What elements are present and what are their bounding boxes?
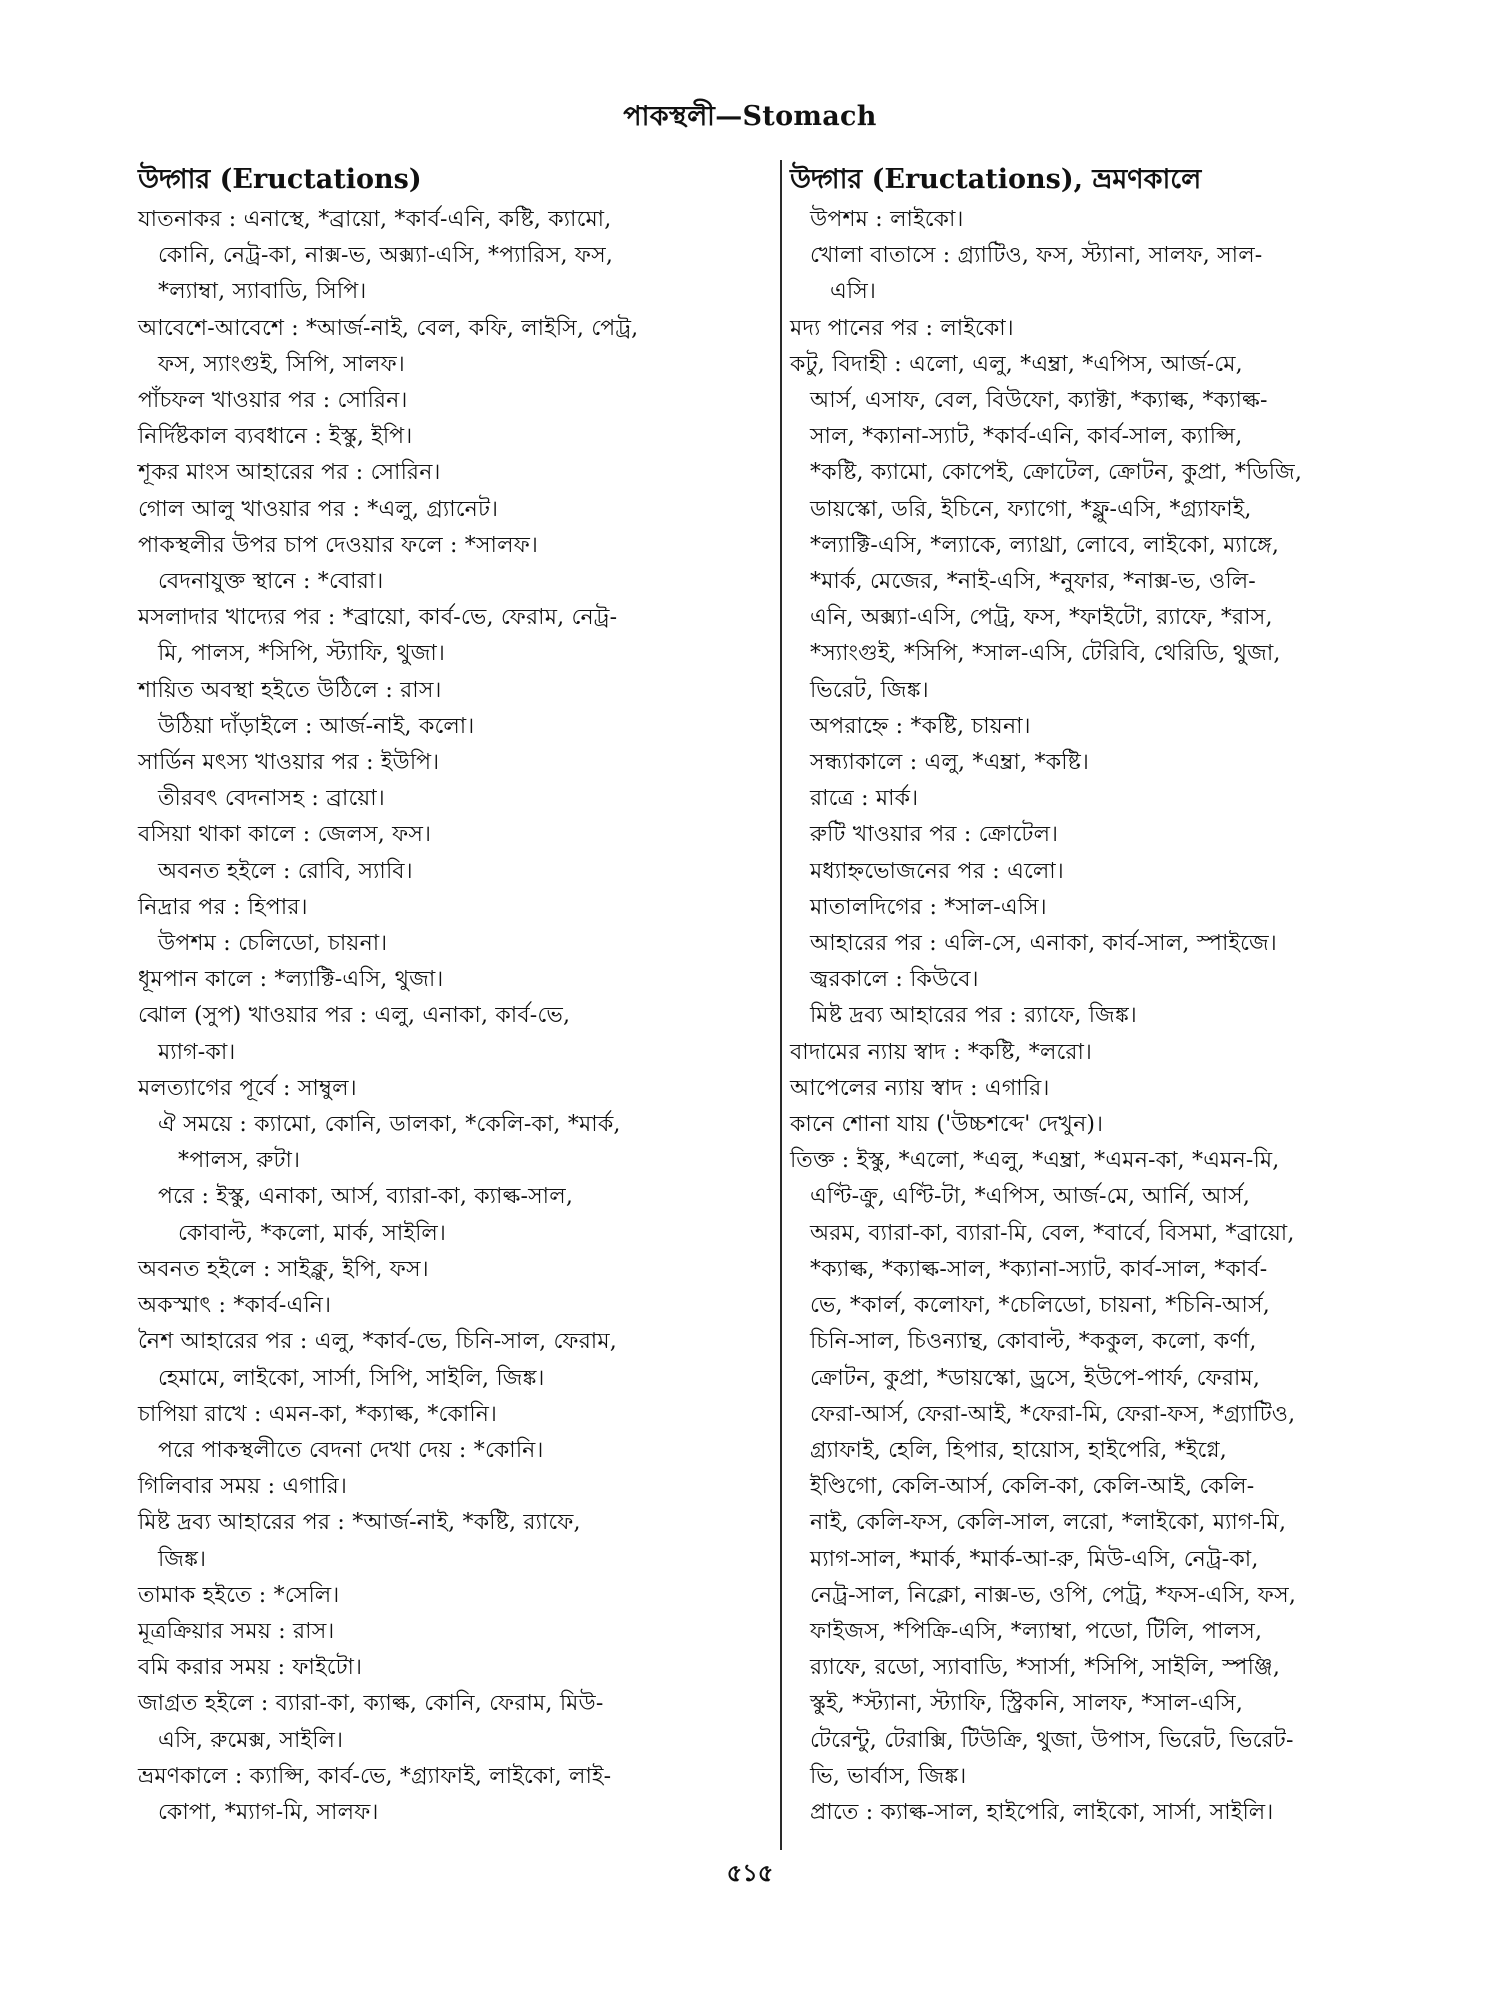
rubric-entry: বসিয়া থাকা কালে : জেলস, ফস। (138, 822, 432, 848)
rubric-entry: জ্বরকালে : কিউবে। (810, 967, 979, 993)
rubric-entry: পাকস্থলীর উপর চাপ দেওয়ার ফলে : *সালফ। (138, 532, 539, 558)
rubric-entry: তীরবৎ বেদনাসহ : ব্রায়ো। (158, 786, 385, 812)
rubric-entry: ঝোল (সুপ) খাওয়ার পর : এলু, এনাকা, কার্ব-ভে, ম্যাগ-কা। (138, 1003, 571, 1065)
rubric-entry: বাদামের ন্যায় স্বাদ : *কষ্টি, *লরো। (790, 1039, 1093, 1065)
left-column (138, 158, 758, 1831)
rubric-entry: বমি করার সময় : ফাইটো। (138, 1655, 363, 1681)
rubric-entry: গিলিবার সময় : এগারি। (138, 1474, 348, 1500)
rubric-entry: সন্ধ্যাকালে : এলু, *এম্ব্রা, *কষ্টি। (810, 750, 1090, 776)
rubric-entry: আপেলের ন্যায় স্বাদ : এগারি। (790, 1075, 1050, 1101)
right-entries (790, 202, 1430, 1831)
rubric-entry: সার্ডিন মৎস্য খাওয়ার পর : ইউপি। (138, 750, 440, 776)
rubric-entry: আহারের পর : এলি-সে, এনাকা, কার্ব-সাল, স্পাইজে। (810, 931, 1277, 957)
rubric-entry: ঐ সময়ে : ক্যামো, কোনি, ডালকা, *কেলি-কা, *মার্ক, *পালস, রুটা। (158, 1112, 621, 1174)
rubric-entry: নির্দিষ্টকাল ব্যবধানে : ইস্কু, ইপি। (138, 424, 413, 450)
rubric-entry: পরে : ইস্কু, এনাকা, আর্স, ব্যারা-কা, ক্যাল্ক-সাল, কোবাল্ট, *কলো, মার্ক, সাইলি। (158, 1184, 574, 1246)
rubric-entry: যাতনাকর : এনাস্থে, *ব্রায়ো, *কার্ব-এনি, কষ্টি, ক্যামো, কোনি, নেট্র-কা, নাক্স-ভ, অক্স্যা-এসি, *প্যারিস, ফস, *ল্যাম্বা, স্যাবাডি, সিপি। (138, 207, 614, 305)
rubric-entry: উঠিয়া দাঁড়াইলে : আর্জ-নাই, কলো। (158, 713, 475, 739)
rubric-entry: মধ্যাহ্নভোজনের পর : এলো। (810, 858, 1064, 884)
rubric-entry: নিদ্রার পর : হিপার। (138, 894, 308, 920)
rubric-entry: মসলাদার খাদ্যের পর : *ব্রায়ো, কার্ব-ভে, ফেরাম, নেট্র- মি, পালস, *সিপি, স্ট্যাফি, থুজা। (138, 605, 618, 667)
rubric-entry: মিষ্ট দ্রব্য আহারের পর : র‍্যাফে, জিঙ্ক। (810, 1003, 1137, 1029)
rubric-entry: উপশম : চেলিডো, চায়না। (158, 931, 388, 957)
left-column-heading: উদ্গার (Eructations) (138, 164, 422, 195)
rubric-entry: মূত্রক্রিয়ার সময় : রাস। (138, 1618, 335, 1644)
rubric-entry: মাতালদিগের : *সাল-এসি। (810, 894, 1047, 920)
column-divider (780, 160, 782, 1850)
rubric-entry: খোলা বাতাসে : গ্র্যাটিও, ফস, স্ট্যানা, সালফ, সাল- এসি। (810, 243, 1263, 305)
rubric-entry: রুটি খাওয়ার পর : ক্রোটেল। (810, 822, 1059, 848)
rubric-entry: রাত্রে : মার্ক। (810, 786, 919, 812)
page-number: ৫১৫ (726, 1858, 774, 1887)
rubric-entry: তামাক হইতে : *সেলি। (138, 1582, 340, 1608)
rubric-entry: বেদনাযুক্ত স্থানে : *বোরা। (158, 569, 384, 595)
rubric-entry: অবনত হইলে : রোবি, স্যাবি। (158, 858, 413, 884)
rubric-entry: গোল আলু খাওয়ার পর : *এলু, গ্র্যানেট। (138, 496, 499, 522)
rubric-entry: অবনত হইলে : সাইক্লু, ইপি, ফস। (138, 1256, 429, 1282)
rubric-entry: অপরাহ্নে : *কষ্টি, চায়না। (810, 713, 1031, 739)
rubric-entry: ধূমপান কালে : *ল্যাক্টি-এসি, থুজা। (138, 967, 444, 993)
rubric-entry: অকস্মাৎ : *কার্ব-এনি। (138, 1293, 332, 1319)
rubric-entry: শায়িত অবস্থা হইতে উঠিলে : রাস। (138, 677, 442, 703)
rubric-entry: জাগ্রত হইলে : ব্যারা-কা, ক্যাল্ক, কোনি, ফেরাম, মিউ- এসি, রুমেক্স, সাইলি। (138, 1691, 604, 1753)
rubric-entry: মিষ্ট দ্রব্য আহারের পর : *আর্জ-নাই, *কষ্টি, র‍্যাফে, জিঙ্ক। (138, 1510, 581, 1572)
right-column (790, 158, 1430, 1831)
rubric-entry: আবেশে-আবেশে : *আর্জ-নাই, বেল, কফি, লাইসি, পেট্র, ফস, স্যাংগুই, সিপি, সালফ। (138, 315, 639, 377)
rubric-entry: ভ্রমণকালে : ক্যাপ্সি, কার্ব-ভে, *গ্র্যাফাই, লাইকো, লাই- কোপা, *ম্যাগ-মি, সালফ। (138, 1763, 612, 1825)
rubric-entry: মলত্যাগের পূর্বে : সাম্বুল। (138, 1075, 357, 1101)
rubric-entry: পাঁচফল খাওয়ার পর : সোরিন। (138, 388, 408, 414)
rubric-entry: কটু, বিদাহী : এলো, এলু, *এম্ব্রা, *এপিস, আর্জ-মে, আর্স, এসাফ, বেল, বিউফো, ক্যাক্টা, *ক্যাল্ক, *ক্যাল্ক- সাল, *ক্যানা-স্যাট, *কার্ব-এনি, কার্ব-সাল, ক্যাপ্সি, *কষ্টি, ক্যামো, কোপেই, ক্রোটেল, ক্রোটন, কুপ্রা, *ডিজি, ডায়স্কো, ডরি, ইচিনে, ফ্যাগো, *ফ্লু-এসি, *গ্র্যাফাই, *ল্যাক্টি-এসি, *ল্যাকে, ল্যাথ্রা, লোবে, লাইকো, ম্যাঙ্গে, *মার্ক, মেজের, *নাই-এসি, *নুফার, *নাক্স-ভ, ওলি- এনি, অক্স্যা-এসি, পেট্র, ফস, *ফাইটো, র‍্যাফে, *রাস, *স্যাংগুই, *সিপি, *সাল-এসি, টেরিবি, থেরিডি, থুজা, ভিরেট, জিঙ্ক। (790, 351, 1303, 703)
rubric-entry: কানে শোনা যায় ('উচ্চশব্দে' দেখুন)। (790, 1112, 1104, 1138)
rubric-entry: পরে পাকস্থলীতে বেদনা দেখা দেয় : *কোনি। (158, 1437, 544, 1463)
rubric-entry: উপশম : লাইকো। (810, 207, 964, 232)
rubric-entry: চাপিয়া রাখে : এমন-কা, *ক্যাল্ক, *কোনি। (138, 1401, 498, 1427)
right-column-heading: উদ্গার (Eructations), ভ্রমণকালে (790, 164, 1202, 195)
rubric-entry: শূকর মাংস আহারের পর : সোরিন। (138, 460, 441, 486)
rubric-entry: তিক্ত : ইস্কু, *এলো, *এলু, *এম্ব্রা, *এমন-কা, *এমন-মি, এণ্টি-ক্রু, এণ্টি-টা, *এপিস, আর্জ-মে, আর্নি, আর্স, অরম, ব্যারা-কা, ব্যারা-মি, বেল, *বার্বে, বিসমা, *ব্রায়ো, *ক্যাল্ক, *ক্যাল্ক-সাল, *ক্যানা-স্যাট, কার্ব-সাল, *কার্ব- ভে, *কার্ল, কলোফা, *চেলিডো, চায়না, *চিনি-আর্স, চিনি-সাল, চিওন্যান্থ, কোবাল্ট, *ককুল, কলো, কর্ণা, ক্রোটন, কুপ্রা, *ডায়স্কো, ড্রসে, ইউপে-পার্ফ, ফেরাম, ফেরা-আর্স, ফেরা-আই, *ফেরা-মি, ফেরা-ফস, *গ্র্যাটিও, গ্র্যাফাই, হেলি, হিপার, হায়োস, হাইপেরি, *ইগ্নে, ইণ্ডিগো, কেলি-আর্স, কেলি-কা, কেলি-আই, কেলি- নাই, কেলি-ফস, কেলি-সাল, লরো, *লাইকো, ম্যাগ-মি, ম্যাগ-সাল, *মার্ক, *মার্ক-আ-রু, মিউ-এসি, নেট্র-কা, নেট্র-সাল, নিক্লো, নাক্স-ভ, ওপি, পেট্র, *ফস-এসি, ফস, ফাইজস, *পিক্রি-এসি, *ল্যাম্বা, পডো, টিলি, পালস, র‍্যাফে, রডো, স্যাবাডি, *সার্সা, *সিপি, সাইলি, স্পঞ্জি, স্কুই, *স্ট্যানা, স্ট্যাফি, স্ট্রিকনি, সালফ, *সাল-এসি, টেরেন্টু, টেরাক্সি, টিউক্রি, থুজা, উপাস, ভিরেট, ভিরেট- ভি, ভার্বাস, জিঙ্ক। (790, 1148, 1297, 1789)
rubric-entry: নৈশ আহারের পর : এলু, *কার্ব-ভে, চিনি-সাল, ফেরাম, হেমামে, লাইকো, সার্সা, সিপি, সাইলি, জিঙ্ক। (138, 1329, 617, 1391)
left-entries (138, 202, 758, 1831)
page-title: পাকস্থলী—Stomach (623, 101, 877, 132)
rubric-entry: মদ্য পানের পর : লাইকো। (790, 315, 1014, 341)
rubric-entry: প্রাতে : ক্যাল্ক-সাল, হাইপেরি, লাইকো, সার্সা, সাইলি। (810, 1799, 1274, 1825)
